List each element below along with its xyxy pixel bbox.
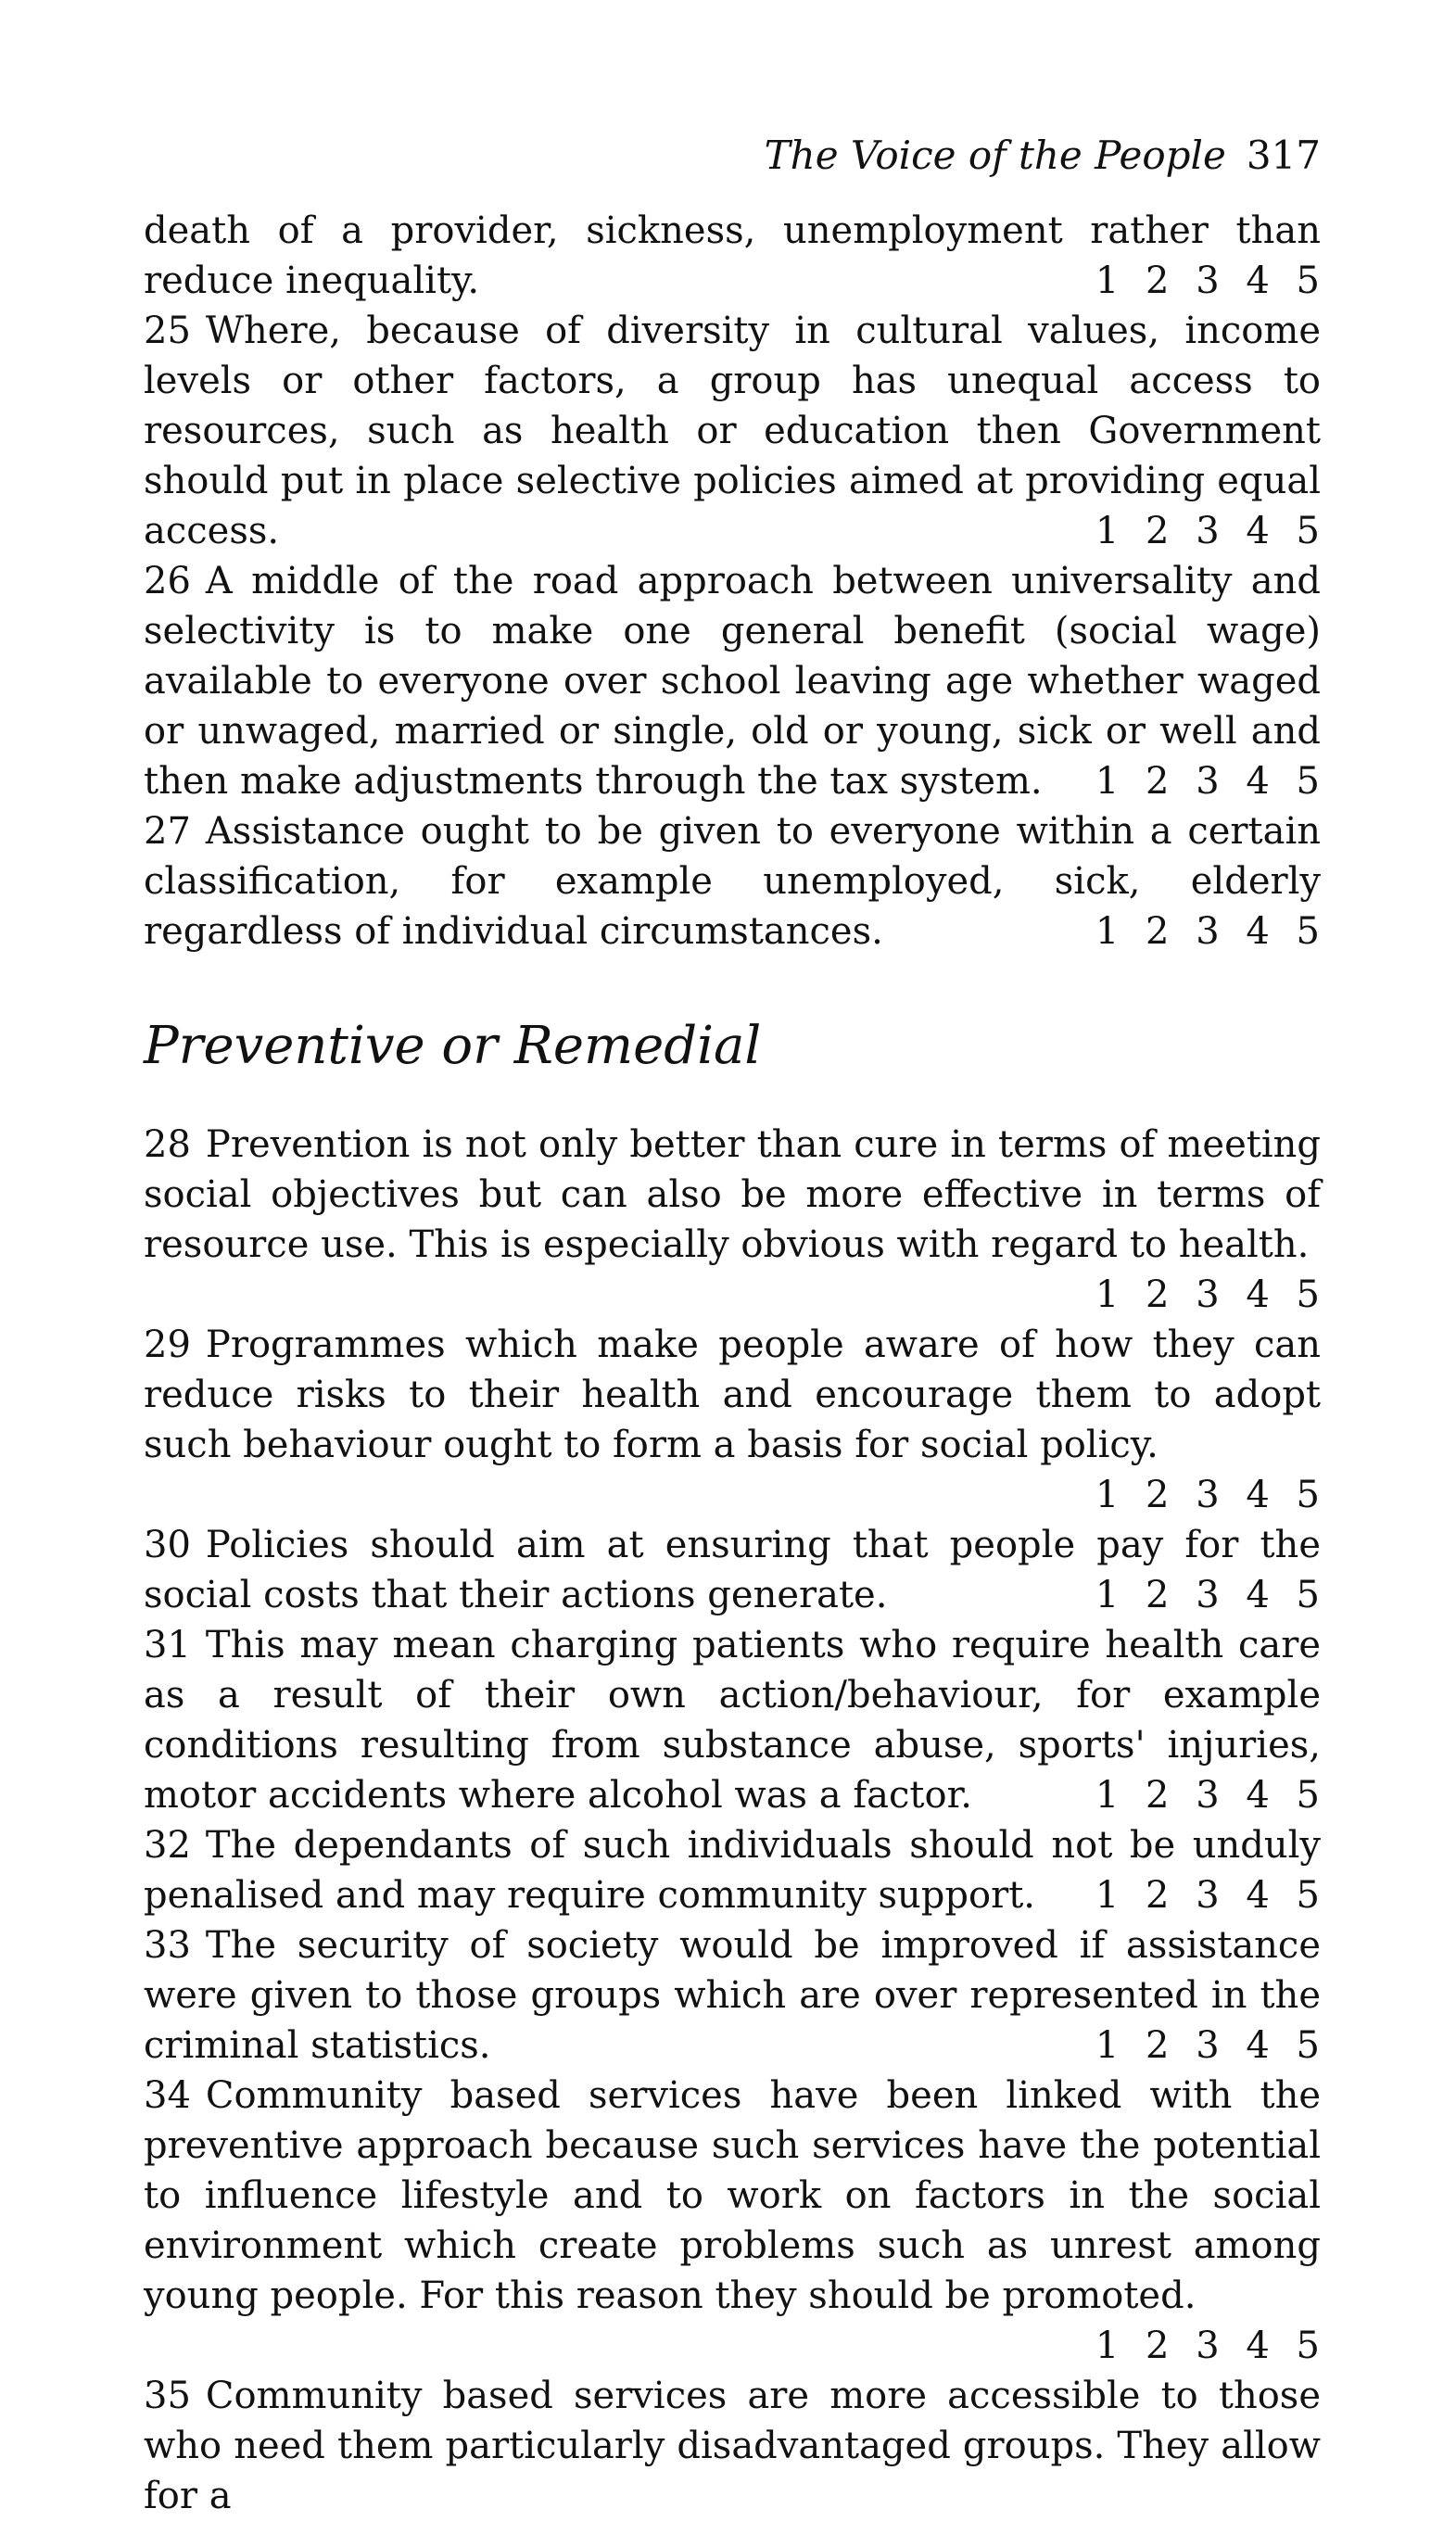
item-number: 34 <box>144 2074 191 2117</box>
rating-scale: 1 2 3 4 5 <box>1095 1474 1321 1516</box>
item-number: 27 <box>144 810 191 853</box>
running-head-title: The Voice of the People <box>764 133 1226 178</box>
continuation-text: death of a provider, sickness, unemployment rather than reduce inequality. <box>144 209 1321 302</box>
list-item <box>144 2071 1321 2371</box>
rating-scale: 1 2 3 4 5 <box>1095 2325 1321 2367</box>
item-text: A middle of the road approach between universality and selectivity is to make one general benefit (social wage) available to everyone over school leaving age whether waged or unwaged, married or single, old or young, sick or well and then make adjustments through the tax system. <box>144 560 1321 803</box>
item-text: This may mean charging patients who require health care as a result of their own action/behaviour, for example conditions resulting from substance abuse, sports' injuries, motor accidents where alcohol was a factor. <box>144 1624 1321 1817</box>
item-text: Programmes which make people aware of how they can reduce risks to their health and encourage them to adopt such behaviour ought to form a basis for social policy. <box>144 1324 1321 1466</box>
list-item <box>144 806 1321 956</box>
continuation-paragraph <box>144 206 1321 306</box>
page-number: 317 <box>1246 133 1321 178</box>
rating-scale: 1 2 3 4 5 <box>1095 1574 1321 1616</box>
rating-scale: 1 2 3 4 5 <box>1095 510 1321 552</box>
item-number: 29 <box>144 1324 191 1366</box>
item-text: Policies should aim at ensuring that people pay for the social costs that their actions generate. <box>144 1524 1321 1616</box>
item-number: 32 <box>144 1824 191 1867</box>
list-item <box>144 1920 1321 2071</box>
item-number: 25 <box>144 310 191 352</box>
rating-scale: 1 2 3 4 5 <box>1095 2024 1321 2067</box>
item-text: The dependants of such individuals should not be unduly penalised and may require community support. <box>144 1824 1321 1917</box>
book-page <box>144 132 1321 2521</box>
list-item <box>144 1520 1321 1620</box>
item-number: 28 <box>144 1123 191 1166</box>
list-item <box>144 1620 1321 1820</box>
rating-scale: 1 2 3 4 5 <box>1095 260 1321 302</box>
item-text: Where, because of diversity in cultural values, income levels or other factors, a group has unequal access to resources, such as health or education then Government should put in place selective policies aimed at providing equal access. <box>144 310 1321 552</box>
body-text <box>144 206 1321 2521</box>
item-text: Assistance ought to be given to everyone within a certain classification, for example unemployed, sick, elderly regardless of individual circumstances. <box>144 810 1321 953</box>
item-number: 26 <box>144 560 191 602</box>
item-number: 35 <box>144 2375 191 2417</box>
item-number: 33 <box>144 1924 191 1967</box>
item-text: Community based services are more accessible to those who need them particularly disadvantaged groups. They allow for a <box>144 2375 1321 2517</box>
rating-scale: 1 2 3 4 5 <box>1095 1273 1321 1316</box>
running-head <box>144 132 1321 180</box>
list-item <box>144 2371 1321 2521</box>
list-item <box>144 1820 1321 1920</box>
rating-scale: 1 2 3 4 5 <box>1095 1874 1321 1917</box>
list-item <box>144 306 1321 556</box>
item-text: Prevention is not only better than cure in terms of meeting social objectives but can also be more effective in terms of resource use. This is especially obvious with regard to health. <box>144 1123 1321 1266</box>
item-number: 31 <box>144 1624 191 1666</box>
rating-scale: 1 2 3 4 5 <box>1095 760 1321 803</box>
list-item <box>144 556 1321 806</box>
list-item <box>144 1320 1321 1520</box>
list-item <box>144 1120 1321 1320</box>
item-number: 30 <box>144 1524 191 1566</box>
item-text: Community based services have been linked with the preventive approach because such services have the potential to influence lifestyle and to work on factors in the social environment which create problems such as unrest among young people. For this reason they should be promoted. <box>144 2074 1321 2317</box>
rating-scale: 1 2 3 4 5 <box>1095 1774 1321 1817</box>
rating-scale: 1 2 3 4 5 <box>1095 910 1321 953</box>
item-text: The security of society would be improved if assistance were given to those groups which are over represented in the criminal statistics. <box>144 1924 1321 2067</box>
section-heading: Preventive or Remedial <box>144 1016 762 1076</box>
